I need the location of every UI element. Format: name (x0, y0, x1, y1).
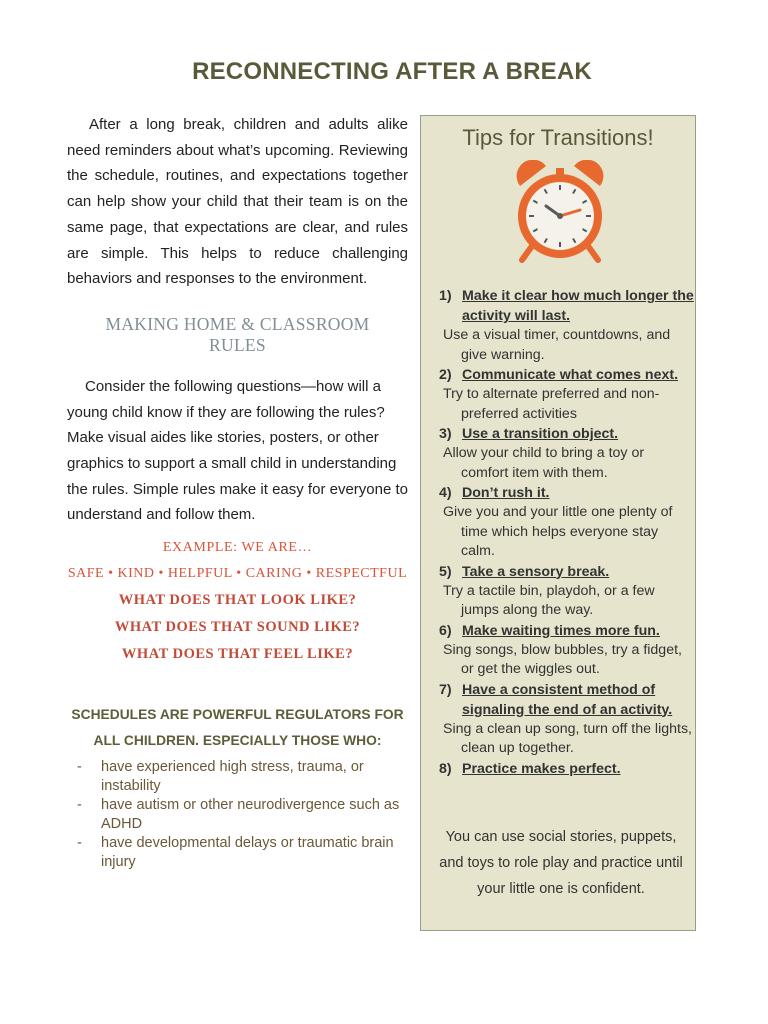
tips-list (439, 286, 695, 779)
tip-heading: Practice makes perfect. (462, 760, 621, 777)
tip-item-4 (439, 483, 695, 562)
tip-number: 6) (439, 622, 452, 639)
tip-heading: Make it clear how much longer the activity will last. (462, 288, 694, 324)
tip-body: Allow your child to bring a toy or comfort item with them. (443, 445, 645, 481)
tip-body: Give you and your little one plenty of time which helps everyone stay calm. (443, 504, 673, 559)
tip-body: Sing songs, blow bubbles, try a fidget, or get the wiggles out. (443, 641, 682, 677)
tip-body: Try a tactile bin, playdoh, or a few jumps along the way. (443, 582, 655, 618)
tip-number: 2) (439, 367, 452, 383)
tip-body: Use a visual timer, countdowns, and give warning. (443, 327, 671, 363)
tip-number: 1) (439, 288, 452, 304)
bullet-text: have developmental delays or traumatic brain injury (101, 835, 394, 871)
tips-title: Tips for Transitions! (462, 125, 654, 150)
tip-heading: Make waiting times more fun. (462, 622, 660, 639)
list-item (67, 796, 408, 834)
tip-number: 5) (439, 563, 452, 580)
bullet-text: have experienced high stress, trauma, or instability (101, 759, 364, 795)
tips-box (420, 115, 696, 931)
rules-paragraph: Consider the following questions—how will a young child know if they are following the rules? Make visual aides like stories, posters, or other graphics to support a small child in understanding the rules. Simple rules make it easy for everyone to understand and follow them. (67, 377, 408, 524)
tip-item-6 (439, 621, 695, 680)
schedules-heading (67, 702, 408, 754)
bullet-marker: - (77, 835, 82, 852)
left-column (67, 112, 408, 872)
schedules-heading-line1: SCHEDULES ARE POWERFUL REGULATORS FOR (71, 707, 404, 723)
tip-item-7 (439, 680, 695, 759)
tip-body: Sing a clean up song, turn off the lights, clean up together. (443, 720, 692, 756)
tip-number: 3) (439, 426, 452, 442)
example-values: SAFE • KIND • HELPFUL • CARING • RESPECTFUL (67, 566, 408, 582)
tip-heading: Have a consistent method of signaling the end of an activity. (462, 681, 673, 718)
tip-heading: Take a sensory break. (462, 563, 610, 580)
tip-item-3 (439, 424, 695, 483)
tip-body: Try to alternate preferred and non-preferred activities (443, 386, 660, 422)
tip-number: 4) (439, 485, 452, 501)
intro-paragraph: After a long break, children and adults alike need reminders about what’s upcoming. Reviewing the schedule, routines, and expectations together can help show your child that their team is on the same page, that expectations are clear, and rules are simple. This helps to reduce challenging behaviors and responses to the environment. (67, 116, 408, 288)
tip-heading: Communicate what comes next. (462, 367, 679, 383)
page-title: RECONNECTING AFTER A BREAK (192, 58, 592, 85)
schedules-heading-line2: ALL CHILDREN. ESPECIALLY THOSE WHO: (93, 733, 382, 749)
tip-item-8 (439, 759, 695, 779)
tip-item-1 (439, 286, 695, 365)
schedules-bullet-list (67, 758, 408, 872)
question-sound: WHAT DOES THAT SOUND LIKE? (114, 619, 361, 636)
tip-item-2 (439, 365, 695, 424)
rules-heading-line2: RULES (209, 334, 266, 355)
question-feel: WHAT DOES THAT FEEL LIKE? (121, 646, 354, 663)
bullet-text: have autism or other neurodivergence such as ADHD (101, 797, 400, 833)
tip-heading: Use a transition object. (462, 426, 619, 442)
rules-heading (67, 314, 408, 356)
bullet-marker: - (77, 759, 82, 776)
tip-number: 7) (439, 681, 452, 698)
alarm-clock-icon (510, 160, 610, 264)
list-item (67, 834, 408, 872)
tip-number: 8) (439, 760, 452, 777)
rules-heading-line1: MAKING HOME & CLASSROOM (105, 313, 370, 334)
tips-footer: You can use social stories, puppets, and toys to role play and practice until your little one is confident. (439, 829, 683, 897)
list-item (67, 758, 408, 796)
bullet-marker: - (77, 797, 82, 814)
example-label: EXAMPLE: WE ARE… (162, 540, 313, 556)
tip-item-5 (439, 562, 695, 621)
question-look: WHAT DOES THAT LOOK LIKE? (118, 592, 357, 609)
tip-heading: Don’t rush it. (462, 485, 550, 501)
